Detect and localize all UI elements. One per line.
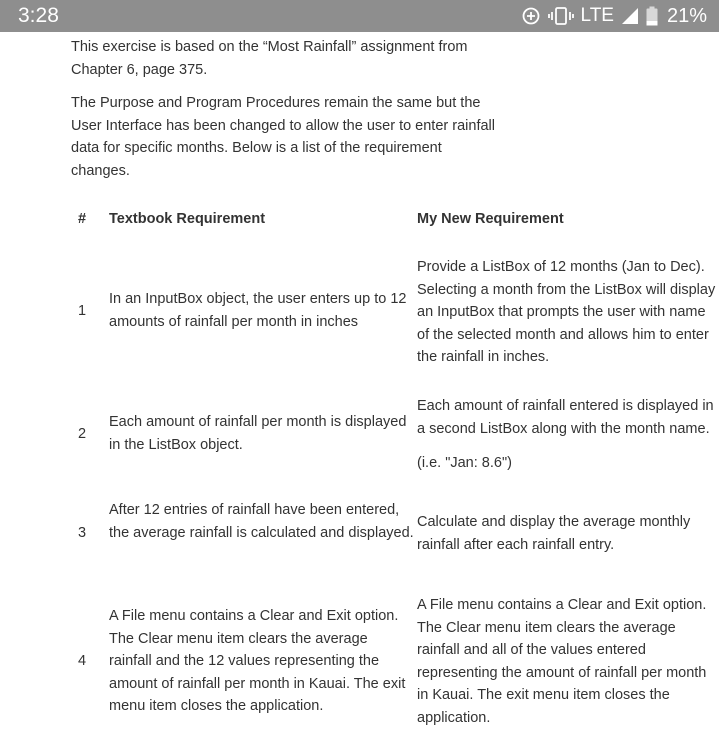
battery-percent: 21%: [666, 5, 707, 27]
new-requirement: A File menu contains a Clear and Exit option. The Clear menu item clears the average rainfall and all of the values entered representing the amount of rainfall per month in Kauai. The exit menu item closes the application.: [417, 597, 707, 726]
row-number: 1: [78, 303, 87, 319]
column-header-number: #: [78, 211, 87, 227]
textbook-requirement: In an InputBox object, the user enters up to 12 amounts of rainfall per month in inches: [109, 291, 407, 330]
new-requirement: Calculate and display the average monthly rainfall after each rainfall entry.: [417, 514, 691, 553]
purpose-paragraph: The Purpose and Program Procedures remain the same but the User Interface has been changed to allow the user to enter rainfall data for specific months. Below is a list of the requirement changes.: [71, 95, 495, 179]
network-type: LTE: [580, 5, 614, 26]
intro-paragraph: This exercise is based on the “Most Rainfall” assignment from Chapter 6, page 375.: [71, 39, 468, 78]
row-number: 3: [78, 525, 87, 541]
textbook-requirement: A File menu contains a Clear and Exit option. The Clear menu item clears the average rainfall and the 12 values representing the amount of rainfall per month in Kauai. The exit menu item closes the application.: [109, 608, 406, 714]
textbook-requirement: Each amount of rainfall per month is displayed in the ListBox object.: [109, 414, 407, 453]
row-number: 4: [78, 653, 87, 669]
column-header-new: My New Requirement: [417, 211, 564, 227]
column-header-textbook: Textbook Requirement: [109, 211, 266, 227]
document-content: [0, 32, 719, 728]
vibrate-icon: [548, 6, 574, 26]
new-requirement: Provide a ListBox of 12 months (Jan to Dec). Selecting a month from the ListBox will display an InputBox that prompts the user with name of the selected month and allows him to enter the rainfall in inches.: [417, 259, 716, 365]
status-time: 3:28: [18, 4, 59, 27]
new-requirement: Each amount of rainfall entered is displayed in a second ListBox along with the month name.: [417, 398, 714, 437]
new-requirement-note: (i.e. "Jan: 8.6"): [417, 455, 512, 471]
status-bar: [0, 0, 719, 32]
row-number: 2: [78, 426, 87, 442]
data-saver-icon: [521, 6, 541, 26]
battery-icon: [646, 6, 658, 26]
status-icons: [521, 2, 707, 30]
signal-icon: [621, 7, 639, 25]
textbook-requirement: After 12 entries of rainfall have been entered, the average rainfall is calculated and displayed.: [109, 502, 414, 541]
